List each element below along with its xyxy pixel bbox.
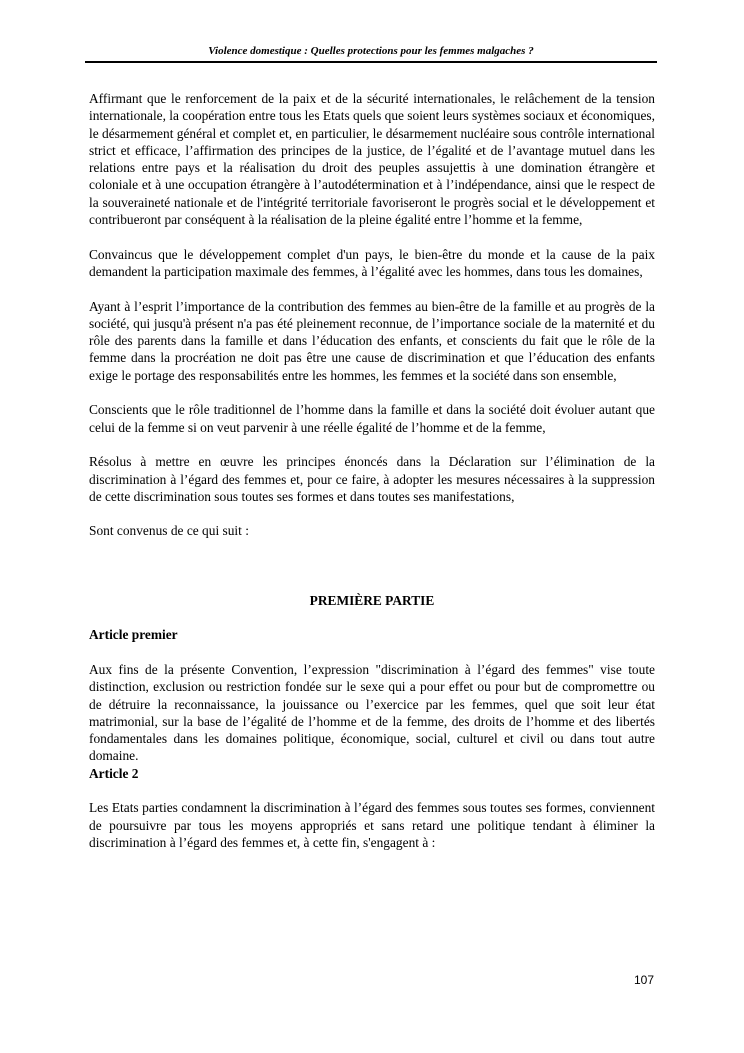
header-divider bbox=[85, 61, 657, 63]
article-2-title: Article 2 bbox=[89, 765, 139, 781]
part-title: PREMIÈRE PARTIE bbox=[309, 592, 435, 608]
paragraph-convaincus: Convaincus que le développement complet d'un pays, le bien-être du monde et la cause de la paix demandent la participation maximale des femmes, à l’égalité avec les hommes, dans tous les domaines, bbox=[89, 246, 655, 279]
paragraph-ayant: Ayant à l’esprit l’importance de la contribution des femmes au bien-être de la famille et au progrès de la société, qui jusqu'à présent n'a pas été pleinement reconnue, de l’importance sociale de la maternité et du rôle des parents dans la famille et dans l’éducation des enfants, et conscients du fait que le rôle de la femme dans la procréation ne doit pas être une cause de discrimination et que l’éducation des enfants exige le portage des responsabilités entre les hommes, les femmes et la société dans son ensemble, bbox=[89, 298, 655, 383]
article-1-title: Article premier bbox=[89, 627, 178, 643]
paragraph-conscients: Conscients que le rôle traditionnel de l’homme dans la famille et dans la société doit évoluer autant que celui de la femme si on veut parvenir à une réelle égalité de l’homme et de la femme, bbox=[89, 402, 655, 435]
running-header: Violence domestique : Quelles protections pour les femmes malgaches ? bbox=[208, 45, 534, 57]
page-number: 107 bbox=[633, 973, 654, 987]
paragraph-affirmant: Affirmant que le renforcement de la paix et de la sécurité internationales, le relâchement de la tension internationale, la coopération entre tous les Etats quels que soient leurs systèmes sociaux et économiques, le désarmement général et complet et, en particulier, le désarmement nucléaire sous contrôle international strict et efficace, l’affirmation des principes de la justice, de l’égalité et de l’avantage mutuel dans les relations entre pays et la réalisation du droit des peuples assujettis à une domination étrangère et coloniale et à une occupation étrangère à l’autodétermination et à l’indépendance, ainsi que le respect de la souveraineté nationale et de l'intégrité territoriale favoriseront le progrès social et le développement et contribueront par conséquent à la réalisation de la pleine égalité entre l’homme et la femme, bbox=[89, 91, 655, 228]
article-2-text: Les Etats parties condamnent la discrimination à l’égard des femmes sous toutes ses formes, conviennent de poursuivre par tous les moyens appropriés et sans retard une politique tendant à éliminer la discrimination à l’égard des femmes et, à cette fin, s'engagent à : bbox=[89, 800, 655, 850]
document-body bbox=[89, 90, 655, 851]
paragraph-sont-convenus: Sont convenus de ce qui suit : bbox=[89, 523, 249, 539]
article-1-text: Aux fins de la présente Convention, l’expression "discrimination à l’égard des femmes" vise toute distinction, exclusion ou restriction fondée sur le sexe qui a pour effet ou pour but de compromettre ou de détruire la reconnaissance, la jouissance ou l’exercice par les femmes, quel que soit leur état matrimonial, sur la base de l’égalité de l’homme et de la femme, des droits de l’homme et des libertés fondamentales dans les domaines politique, économique, social, culturel et civil ou dans tout autre domaine. bbox=[89, 661, 655, 764]
paragraph-resolus: Résolus à mettre en œuvre les principes énoncés dans la Déclaration sur l’élimination de la discrimination à l’égard des femmes et, pour ce faire, à adopter les mesures nécessaires à la suppression de cette discrimination sous toutes ses formes et dans toutes ses manifestations, bbox=[89, 454, 655, 504]
